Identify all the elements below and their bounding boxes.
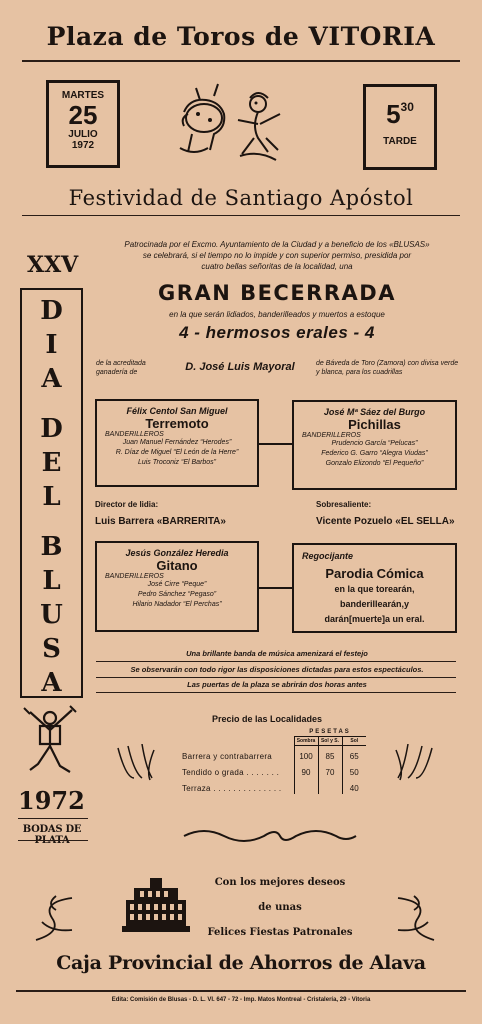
parodia-header: Regocijante <box>302 551 354 561</box>
box-connector <box>259 587 292 589</box>
banderillero: Federico G. Garro “Alegra Viudas” <box>321 450 428 457</box>
notice-puertas: Las puertas de la plaza se abrirán dos horas antes <box>187 680 367 689</box>
precios-row-label: Terraza . . . . . . . . . . . . . . <box>182 784 282 793</box>
precio-sombra: 100 <box>294 746 318 763</box>
side-letter: L <box>42 566 61 596</box>
date-weekday: MARTES <box>61 90 105 101</box>
banderilleros-label: BANDERILLEROS <box>105 431 164 438</box>
director-name: Luis Barrera «BARRERITA» <box>95 516 226 527</box>
precios-corner <box>180 728 294 737</box>
side-year: 1972 <box>18 786 85 815</box>
date-day: 25 <box>68 100 98 130</box>
box-connector <box>259 443 292 445</box>
time-period: TARDE <box>383 136 417 147</box>
dia-del-blusa-box <box>20 288 83 698</box>
festividad-rule <box>22 215 460 216</box>
intro-line: cuatro bellas señoritas de la localidad, una <box>201 262 353 271</box>
precios-row <box>180 762 366 778</box>
title-rule <box>22 60 460 62</box>
precio-sol: 40 <box>342 778 366 794</box>
precios-row-label: Tendido o grada . . . . . . . <box>182 768 280 777</box>
banderillero: Juan Manuel Fernández “Herodes” <box>122 439 232 446</box>
director-label: Director de lidia: <box>95 500 159 509</box>
bodas-de-plata: BODAS DE <box>22 824 82 835</box>
ornament-left <box>32 892 78 948</box>
intro-text <box>96 239 458 272</box>
notice-disposiciones: Se observarán con todo rigor las disposiciones dictadas para estos espectáculos. <box>130 665 424 674</box>
precios-table <box>180 728 366 794</box>
divider-flourish <box>180 826 360 846</box>
precio-sombra <box>294 778 318 794</box>
festividad: Festividad de Santiago Apóstol <box>68 186 414 210</box>
sponsor-line: Con los mejores deseos <box>214 877 346 888</box>
parodia-title: Parodia Cómica <box>325 566 424 581</box>
torero-box-pichillas <box>292 400 457 490</box>
torero-header: Jesús González Heredia <box>125 548 229 558</box>
side-letter: D <box>40 296 63 326</box>
side-letter: A <box>41 364 62 394</box>
precios-currency: PESETAS <box>294 728 366 737</box>
poster-title: Plaza de Toros de VITORIA <box>46 22 436 51</box>
side-letter: U <box>40 600 63 630</box>
ganaderia-origin: de Báveda de Toro (Zamora) con divisa verde y blanca, para los cuadrillas <box>316 360 459 376</box>
torero-name: Terremoto <box>145 416 209 431</box>
ornament-right <box>392 892 438 948</box>
banderillero: Prudencio García “Pelucas” <box>331 440 418 447</box>
banderillero: Pedro Sánchez “Pegaso” <box>137 591 217 598</box>
notice-rule <box>96 692 456 693</box>
time-minutes: 30 <box>400 100 414 114</box>
bank-building-illustration <box>120 878 192 940</box>
event-erales: 4 - hermosos erales - 4 <box>179 323 375 342</box>
bull-and-blusa-illustration <box>170 74 300 174</box>
precios-title: Precio de las Localidades <box>211 714 323 724</box>
parodia-box <box>292 543 457 633</box>
precios-row-label: Barrera y contrabarrera <box>182 751 273 761</box>
sponsor-line: Felices Fiestas Patronales <box>207 927 353 938</box>
precio-sol-y-sombra <box>318 778 342 794</box>
blusa-dancer-illustration <box>20 704 80 784</box>
date-year: 1972 <box>71 140 95 151</box>
date-month: JULIO <box>68 129 98 140</box>
precio-sol: 50 <box>342 762 366 778</box>
banderillero: Luis Troconiz “El Barbos” <box>137 459 217 466</box>
precios-col-header: Sombra <box>294 737 318 746</box>
torero-box-terremoto <box>95 399 259 487</box>
precios-col-header: Sol y S. <box>318 737 342 746</box>
parodia-line: banderillearán,y <box>339 599 410 609</box>
notice-rule <box>96 661 456 662</box>
side-letter: D <box>40 414 63 444</box>
side-letter: I <box>45 330 58 360</box>
precios-row <box>180 778 366 794</box>
notice-banda: Una brillante banda de música amenizará el festejo <box>186 649 368 658</box>
precio-sombra: 90 <box>294 762 318 778</box>
sobresaliente-name: Vicente Pozuelo «EL SELLA» <box>316 516 455 527</box>
torero-box-gitano <box>95 541 259 632</box>
banderillero: Gonzalo Elizondo “El Pequeño” <box>325 460 424 467</box>
sponsor-name: Caja Provincial de Ahorros de Alava <box>56 952 426 974</box>
precio-sol-y-sombra: 85 <box>318 746 342 763</box>
precios-col-header: Sol <box>342 737 366 746</box>
event-subtitle: en la que serán lidiados, banderilleados y muertos a estoque <box>169 310 385 319</box>
banderilleros-label: BANDERILLEROS <box>302 432 361 439</box>
time-box <box>363 84 437 170</box>
side-letter: B <box>40 532 63 562</box>
sponsor-line: de unas <box>258 902 302 913</box>
bodas-rule-top <box>18 818 88 819</box>
precios-corner <box>180 737 294 746</box>
parodia-line: en la que torearán, <box>334 584 415 594</box>
banderillero: Hilario Nadador “El Perchas” <box>132 601 222 608</box>
sobresaliente-label: Sobresaliente: <box>316 500 372 509</box>
ornament-right <box>380 744 436 784</box>
time-hour: $5^{30}$ <box>386 99 414 129</box>
notice-rule <box>96 677 456 678</box>
precio-sol-y-sombra: 70 <box>318 762 342 778</box>
footer-imprint: Edita: Comisión de Blusas - D. L. VI. 647 - 72 - Imp. Matos Montreal - Cristalería, 29 - Vitoria <box>111 997 371 1003</box>
banderilleros-label: BANDERILLEROS <box>105 573 164 580</box>
precios-row <box>180 746 366 763</box>
date-box <box>46 80 120 168</box>
torero-header: Félix Centol San Miguel <box>126 406 228 416</box>
side-letter: A <box>41 668 62 698</box>
ornament-left <box>114 744 170 784</box>
intro-line: Patrocinada por el Excmo. Ayuntamiento de la Ciudad y a beneficio de los «BLUSAS» <box>124 240 430 249</box>
torero-header: José Mª Sáez del Burgo <box>323 407 426 417</box>
ganaderia-label: de la acreditada ganadería de <box>96 360 146 376</box>
side-letter: L <box>42 482 61 512</box>
footer-rule <box>16 990 466 992</box>
torero-name: Pichillas <box>348 417 401 432</box>
banderillero: R. Díaz de Miguel “El León de la Herre” <box>115 449 239 456</box>
parodia-line: darán[muerte]a un eral. <box>324 614 425 624</box>
side-letter: S <box>42 634 61 664</box>
intro-line: se celebrará, si el tiempo no lo impide y con superior permiso, presidida por <box>142 251 412 260</box>
torero-name: Gitano <box>156 558 198 573</box>
event-title: GRAN BECERRADA <box>158 281 396 305</box>
bodas-rule-bottom <box>18 840 88 841</box>
precio-sol: 65 <box>342 746 366 763</box>
ganadero-name: D. José Luis Mayoral <box>185 361 295 373</box>
side-letter: E <box>41 448 62 478</box>
banderillero: José Cirre “Peque” <box>147 581 207 588</box>
side-number: XXV <box>27 252 79 278</box>
